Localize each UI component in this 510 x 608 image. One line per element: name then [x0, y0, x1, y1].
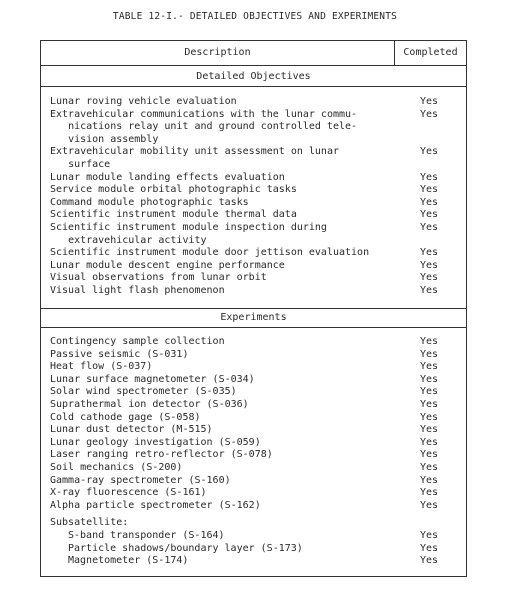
- row-status: Yes: [420, 398, 439, 410]
- section-title-objectives: Detailed Objectives: [196, 71, 311, 82]
- column-header-description: Description: [184, 47, 251, 58]
- table-row: [50, 272, 460, 285]
- row-description: Scientific instrument module inspection during extravehicular activity: [50, 221, 327, 246]
- table-row: [50, 96, 460, 109]
- table-row: [50, 555, 460, 568]
- table-row: [50, 222, 460, 247]
- row-status: Yes: [420, 272, 439, 284]
- table-row: [50, 543, 460, 556]
- subsatellite-label: Subsatellite:: [50, 517, 129, 529]
- experiments-list: [50, 336, 460, 568]
- table-row: [50, 437, 460, 450]
- row-description: Passive seismic (S-031): [50, 348, 189, 360]
- row-description: Lunar module descent engine performance: [50, 259, 285, 271]
- row-description: Soil mechanics (S-200): [50, 461, 183, 473]
- section-title-experiments: Experiments: [220, 312, 287, 323]
- table-row: [50, 197, 460, 210]
- row-status: Yes: [420, 386, 439, 398]
- row-description: Magnetometer (S-174): [68, 555, 189, 567]
- table-row: [50, 209, 460, 222]
- table-row: [50, 172, 460, 185]
- table-row: [50, 247, 460, 260]
- row-status: Yes: [420, 529, 439, 541]
- table-row: [50, 487, 460, 500]
- objectives-list: [50, 96, 460, 298]
- row-description: Gamma-ray spectrometer (S-160): [50, 474, 231, 486]
- table-row: [50, 146, 460, 171]
- row-status: Yes: [420, 361, 439, 373]
- row-description: Laser ranging retro-reflector (S-078): [50, 449, 273, 461]
- table-row: [50, 386, 460, 399]
- row-description: Contingency sample collection: [50, 336, 225, 347]
- row-description: Scientific instrument module door jettison evaluation: [50, 247, 370, 259]
- column-header-completed: Completed: [403, 47, 458, 58]
- table-row: [50, 260, 460, 273]
- row-description: X-ray fluorescence (S-161): [50, 487, 207, 499]
- row-status: Yes: [420, 436, 439, 448]
- table-row: [50, 374, 460, 387]
- row-description: Lunar geology investigation (S-059): [50, 436, 261, 448]
- row-description: Command module photographic tasks: [50, 196, 249, 208]
- row-description: Cold cathode gage (S-058): [50, 411, 201, 423]
- table-row: [50, 349, 460, 362]
- row-status: Yes: [420, 184, 439, 196]
- section-divider: [41, 86, 466, 87]
- table-row: [50, 530, 460, 543]
- row-status: Yes: [420, 474, 439, 486]
- row-status: Yes: [420, 247, 439, 259]
- row-status: Yes: [420, 449, 439, 461]
- table-row: [50, 412, 460, 425]
- row-description: Particle shadows/boundary layer (S-173): [68, 542, 303, 554]
- table-row: [50, 475, 460, 488]
- row-description: Alpha particle spectrometer (S-162): [50, 499, 261, 511]
- row-status: Yes: [420, 499, 439, 511]
- row-status: Yes: [420, 171, 439, 183]
- row-description: Lunar roving vehicle evaluation: [50, 96, 237, 107]
- row-status: Yes: [420, 96, 439, 107]
- row-description: Lunar surface magnetometer (S-034): [50, 373, 255, 385]
- section-divider: [41, 327, 466, 328]
- row-status: Yes: [420, 542, 439, 554]
- row-description: Lunar dust detector (M-515): [50, 424, 213, 436]
- table-row: [50, 336, 460, 349]
- row-description: Extravehicular mobility unit assessment on lunar surface: [50, 146, 339, 170]
- row-status: Yes: [420, 555, 439, 567]
- row-status: Yes: [420, 108, 439, 120]
- row-description: Lunar module landing effects evaluation: [50, 171, 285, 183]
- row-description: Visual observations from lunar orbit: [50, 272, 267, 284]
- row-description: Visual light flash phenomenon: [50, 284, 225, 296]
- row-status: Yes: [420, 209, 439, 221]
- row-status: Yes: [420, 424, 439, 436]
- row-status: Yes: [420, 336, 439, 347]
- objectives-experiments-table: [40, 40, 467, 577]
- row-status: Yes: [420, 461, 439, 473]
- row-description: Solar wind spectrometer (S-035): [50, 386, 237, 398]
- row-description: Suprathermal ion detector (S-036): [50, 398, 249, 410]
- header-divider: [41, 65, 466, 66]
- row-status: Yes: [420, 373, 439, 385]
- row-description: Extravehicular communications with the lunar commu- nications relay unit and ground controlled tele- vision assembly: [50, 108, 358, 145]
- row-status: Yes: [420, 487, 439, 499]
- table-row: [50, 449, 460, 462]
- table-row: [50, 500, 460, 513]
- row-description: Scientific instrument module thermal data: [50, 209, 297, 221]
- row-status: Yes: [420, 146, 439, 158]
- row-description: S-band transponder (S-164): [68, 529, 225, 541]
- table-row: [50, 109, 460, 147]
- table-row: [50, 462, 460, 475]
- row-description: Service module orbital photographic tasks: [50, 184, 297, 196]
- row-description: Heat flow (S-037): [50, 361, 153, 373]
- table-row: [50, 424, 460, 437]
- table-row: [50, 361, 460, 374]
- row-status: Yes: [420, 284, 439, 296]
- table-row: [50, 285, 460, 298]
- row-status: Yes: [420, 411, 439, 423]
- table-row: [50, 184, 460, 197]
- row-status: Yes: [420, 196, 439, 208]
- table-row: [50, 399, 460, 412]
- table-title: TABLE 12-I.- DETAILED OBJECTIVES AND EXPERIMENTS: [112, 11, 398, 22]
- row-status: Yes: [420, 348, 439, 360]
- row-status: Yes: [420, 259, 439, 271]
- row-status: Yes: [420, 221, 439, 233]
